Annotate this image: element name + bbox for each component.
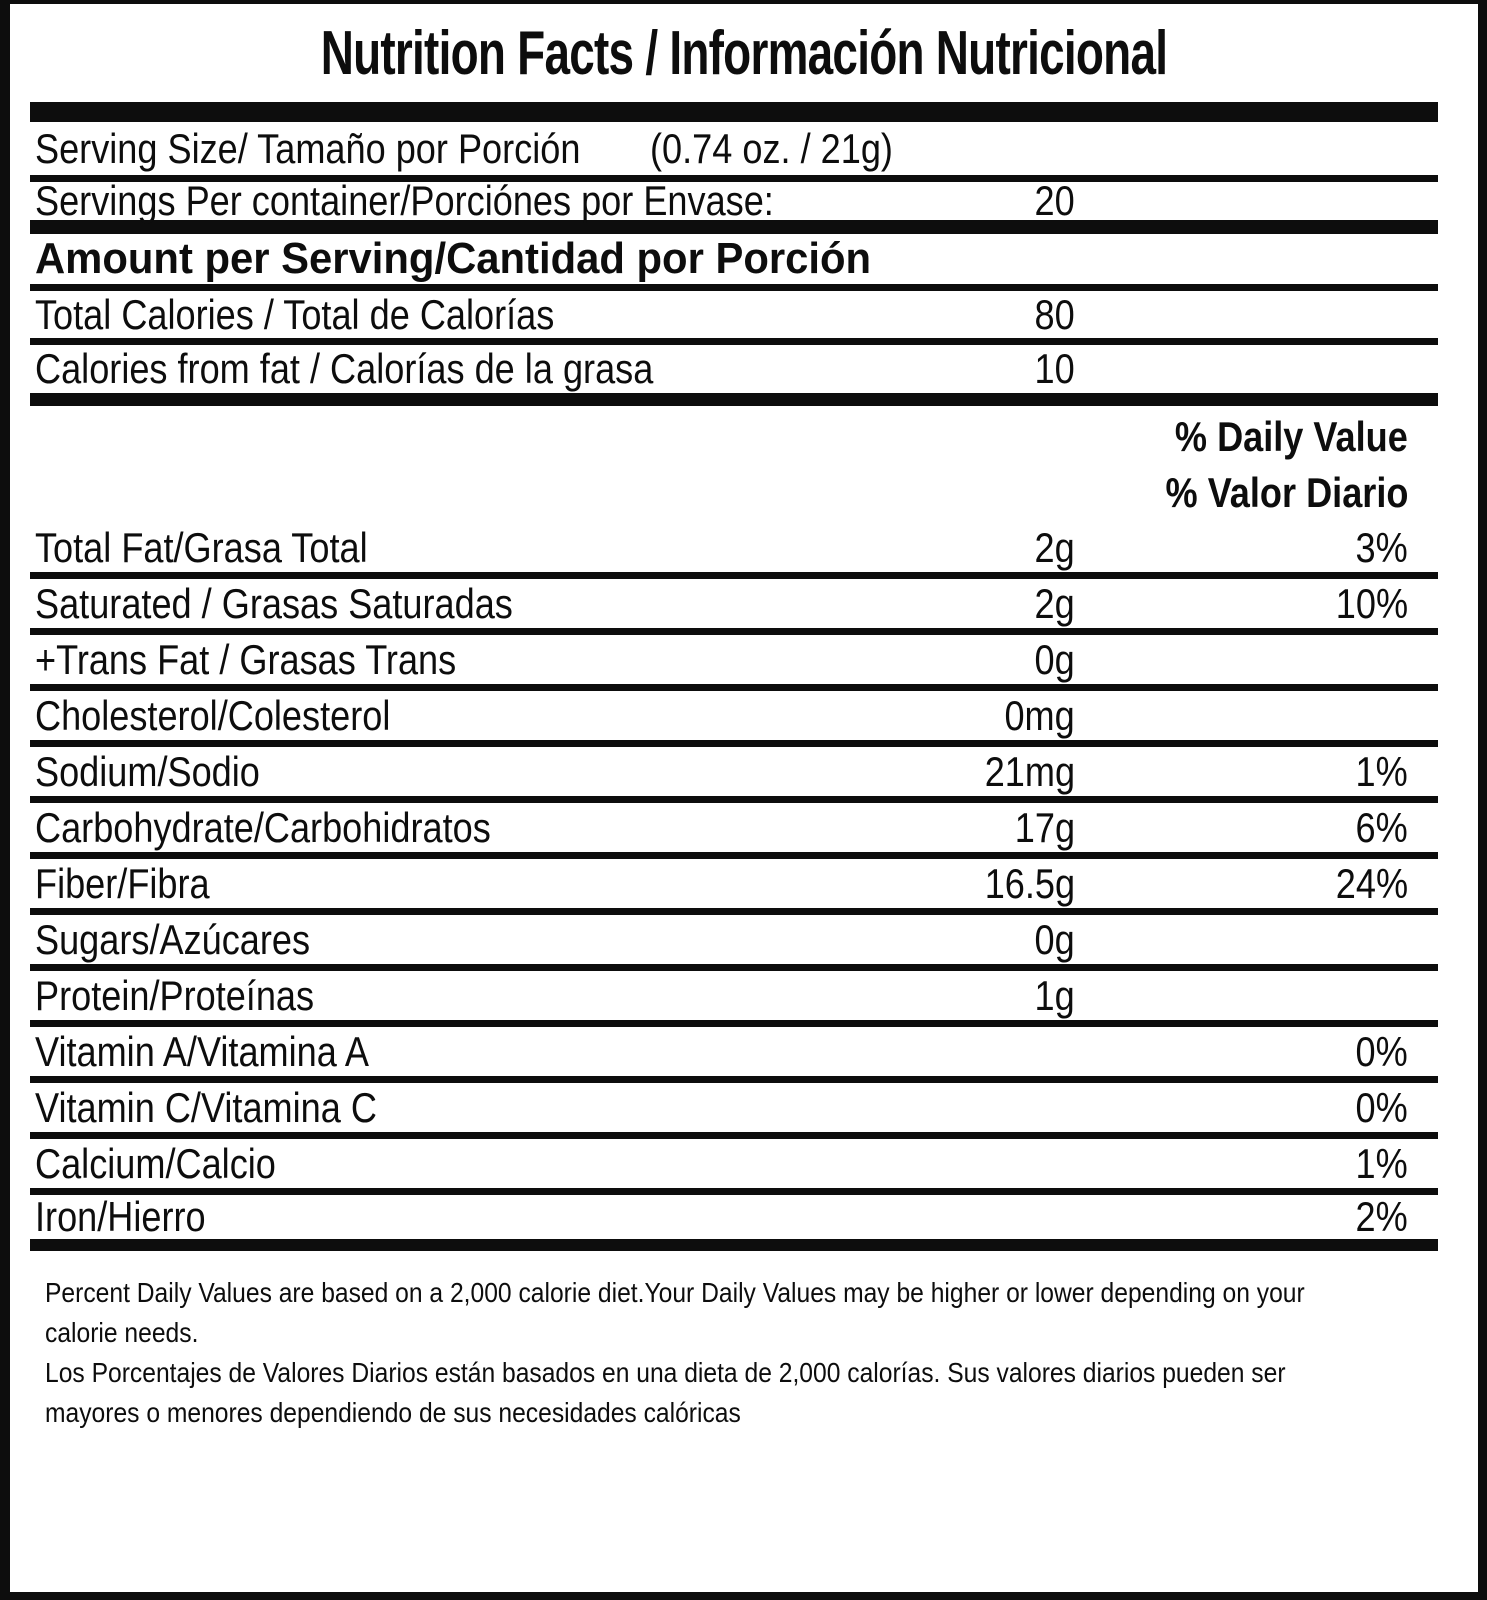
total-calories-label: Total Calories / Total de Calorías [35,290,555,338]
nutrient-amount: 0g [1034,635,1075,683]
nutrient-label: Carbohydrate/Carbohidratos [35,803,491,851]
serving-size-value: (0.74 oz. / 21g) [650,124,893,172]
nutrient-label: +Trans Fat / Grasas Trans [35,635,457,683]
footnote-line-1: Percent Daily Values are based on a 2,000 calorie diet.Your Daily Values may be higher or lower depending on your [45,1277,1305,1308]
nutrient-label: Iron/Hierro [35,1193,206,1240]
footnote-line-4: mayores o menores dependiendo de sus necesidades calóricas [45,1397,741,1428]
amount-per-serving-header-row [30,234,1438,291]
calories-from-fat-label: Calories from fat / Calorías de la grasa [35,345,654,392]
footnote-line-3: Los Porcentajes de Valores Diarios están basados en una dieta de 2,000 calorías. Sus valores diarios pueden ser [45,1357,1286,1388]
nutrient-amount: 1g [1034,971,1075,1019]
footnote-line-2: calorie needs. [45,1317,199,1348]
footnote-block [30,1251,1438,1433]
nutrient-amount: 0mg [1004,691,1075,739]
nutrient-label: Vitamin C/Vitamina C [35,1083,377,1131]
daily-value-header-es: % Valor Diario [1165,468,1408,516]
nutrient-row-cholesterol [30,691,1438,747]
nutrient-label: Cholesterol/Colesterol [35,691,391,739]
nutrient-dv: 0% [1355,1027,1408,1075]
nutrient-dv: 6% [1355,803,1408,851]
nutrient-row-carbohydrate [30,803,1438,859]
nutrient-amount: 2g [1034,579,1075,627]
nutrient-row-trans-fat [30,635,1438,691]
nutrient-dv: 0% [1355,1083,1408,1131]
nutrient-dv: 2% [1355,1193,1408,1240]
nutrient-row-protein [30,971,1438,1027]
servings-per-container-row [30,177,1438,234]
nutrient-label: Calcium/Calcio [35,1139,276,1187]
nutrient-amount: 2g [1034,523,1075,571]
daily-value-header-block [30,406,1438,523]
label-title-block [10,4,1478,102]
total-calories-value: 80 [1034,290,1075,338]
calories-from-fat-row [30,345,1438,406]
nutrient-label: Sodium/Sodio [35,747,260,795]
nutrient-amount: 16.5g [984,859,1075,907]
nutrient-row-vitamin-a [30,1027,1438,1083]
total-calories-row [30,291,1438,345]
nutrient-row-total-fat [30,523,1438,579]
nutrient-dv: 1% [1355,1139,1408,1187]
nutrient-amount: 17g [1014,803,1075,851]
nutrient-label: Vitamin A/Vitamina A [35,1027,369,1075]
nutrient-row-saturated-fat [30,579,1438,635]
servings-per-container-value: 20 [1034,177,1075,224]
nutrient-label: Sugars/Azúcares [35,915,311,963]
nutrient-dv: 10% [1335,579,1408,627]
nutrient-dv: 24% [1335,859,1408,907]
serving-size-label: Serving Size/ Tamaño por Porción [35,124,581,172]
nutrient-row-calcium [30,1139,1438,1195]
nutrient-amount: 0g [1034,915,1075,963]
nutrient-dv: 1% [1355,747,1408,795]
nutrient-row-fiber [30,859,1438,915]
nutrient-row-vitamin-c [30,1083,1438,1139]
serving-size-row [30,122,1438,182]
title-divider-bar [30,102,1438,122]
nutrient-amount: 21mg [984,747,1075,795]
nutrient-dv: 3% [1355,523,1408,571]
nutrient-label: Fiber/Fibra [35,859,210,907]
nutrient-row-sugars [30,915,1438,971]
nutrient-row-iron [30,1195,1438,1251]
calories-from-fat-value: 10 [1034,345,1075,392]
daily-value-header-en: % Daily Value [1175,412,1408,460]
amount-per-serving-header: Amount per Serving/Cantidad por Porción [35,234,872,283]
nutrient-label: Saturated / Grasas Saturadas [35,579,513,627]
nutrient-label: Protein/Proteínas [35,971,315,1019]
nutrient-label: Total Fat/Grasa Total [35,523,368,571]
nutrient-row-sodium [30,747,1438,803]
label-title: Nutrition Facts / Información Nutricional [320,18,1168,88]
label-body [30,102,1438,1433]
servings-per-container-label: Servings Per container/Porciónes por Envase: [35,177,774,224]
